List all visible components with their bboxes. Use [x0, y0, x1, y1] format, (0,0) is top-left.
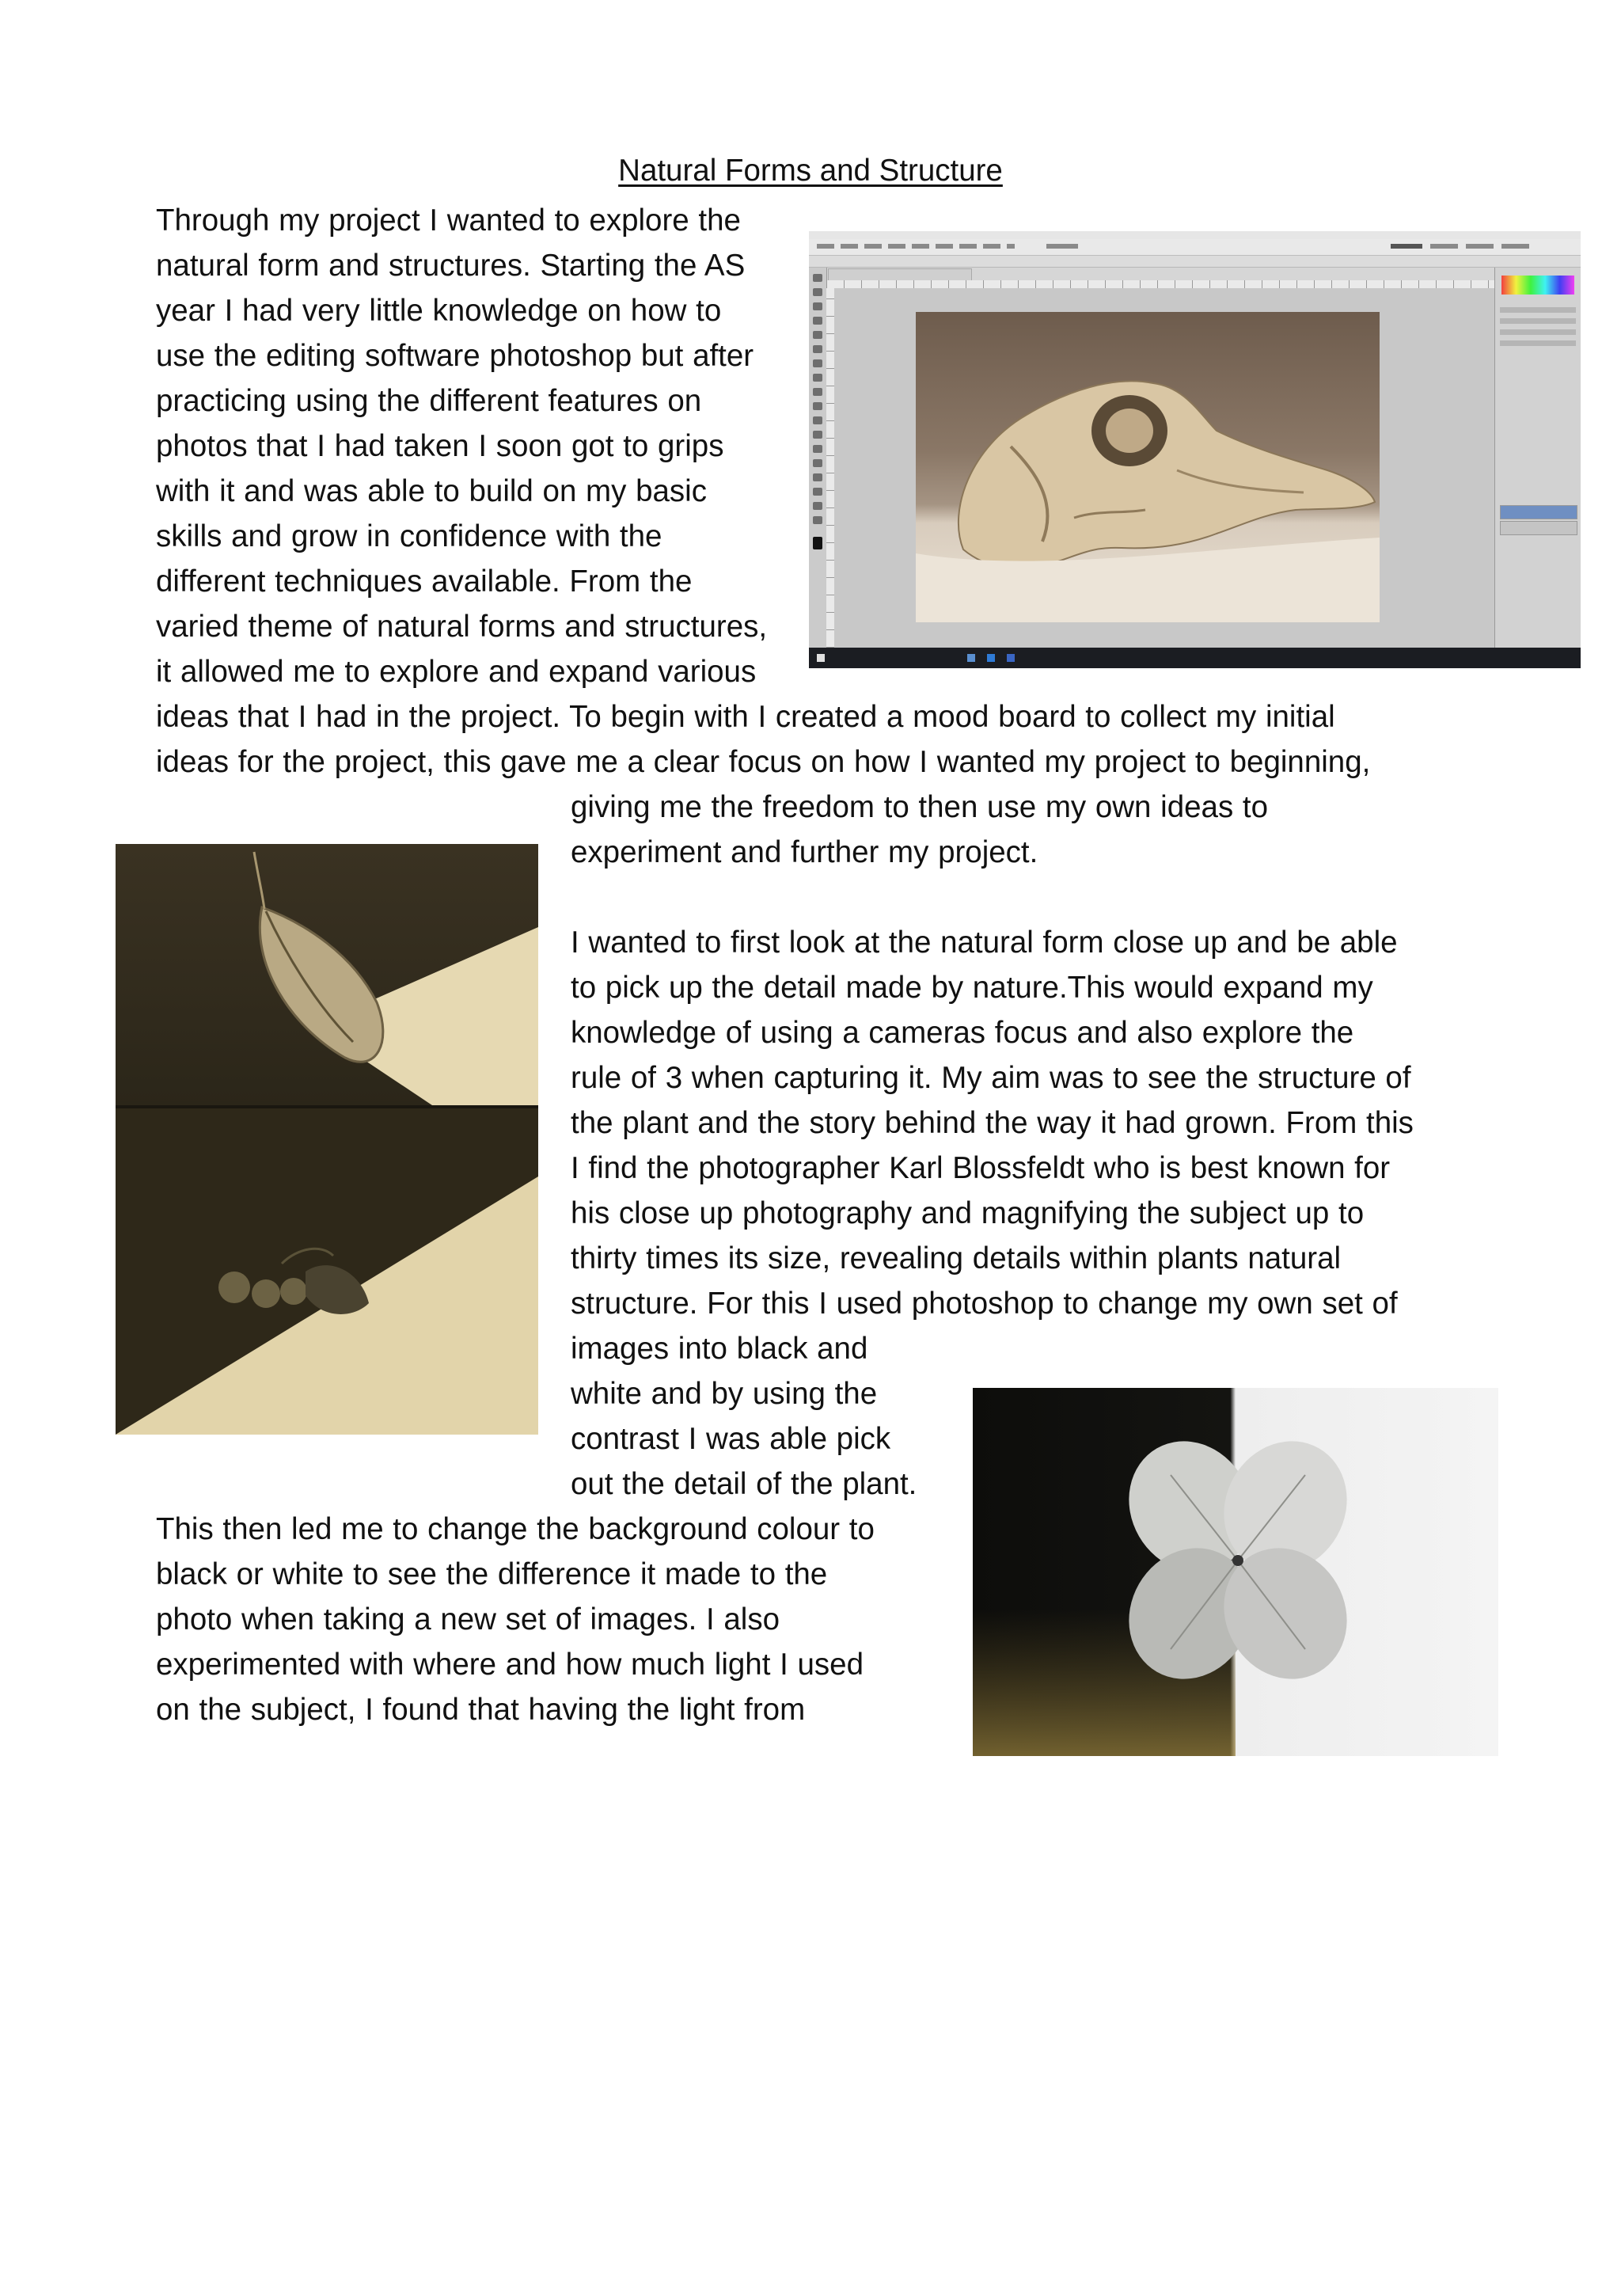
leaf-and-berries-photo [116, 844, 538, 1435]
body-line: photos that I had taken I soon got to grips [156, 429, 724, 463]
body-line: practicing using the different features on [156, 384, 702, 418]
body-line: varied theme of natural forms and structures, [156, 610, 768, 644]
menu-bar [809, 239, 1581, 256]
body-line: images into black and [571, 1332, 868, 1366]
body-line: skills and grow in confidence with the [156, 519, 662, 553]
body-line: the plant and the story behind the way it had grown. From this [571, 1106, 1414, 1140]
body-line: different techniques available. From the [156, 564, 693, 599]
photoshop-screenshot-image [809, 231, 1581, 668]
body-line: ideas that I had in the project. To begin with I created a mood board to collect my initial [156, 700, 1335, 734]
body-line: year I had very little knowledge on how to [156, 294, 722, 328]
body-line: photo when taking a new set of images. I also [156, 1602, 780, 1636]
skull-photo [916, 312, 1380, 622]
body-line: white and by using the [571, 1377, 878, 1411]
body-line: knowledge of using a cameras focus and also explore the [571, 1016, 1354, 1050]
body-line: contrast I was able pick [571, 1422, 891, 1456]
body-line: his close up photography and magnifying the subject up to [571, 1196, 1365, 1230]
layers-panel [1494, 268, 1581, 648]
body-line: This then led me to change the background colour to [156, 1512, 875, 1546]
body-line: black or white to see the difference it made to the [156, 1557, 828, 1591]
body-line: out the detail of the plant. [571, 1467, 917, 1501]
body-line: I find the photographer Karl Blossfeldt who is best known for [571, 1151, 1391, 1185]
body-line: experiment and further my project. [571, 835, 1038, 869]
body-line: natural form and structures. Starting the AS [156, 249, 746, 283]
body-line: rule of 3 when capturing it. My aim was to see the structure of [571, 1061, 1411, 1095]
body-line: with it and was able to build on my basic [156, 474, 707, 508]
body-line: structure. For this I used photoshop to change my own set of [571, 1287, 1398, 1321]
body-line: giving me the freedom to then use my own ideas to [571, 790, 1269, 824]
body-line: Through my project I wanted to explore the [156, 203, 741, 238]
body-line: to pick up the detail made by nature.This would expand my [571, 971, 1373, 1005]
body-line: on the subject, I found that having the light from [156, 1693, 806, 1727]
body-line: it allowed me to explore and expand various [156, 655, 757, 689]
flower-photo [973, 1388, 1498, 1756]
page-title: Natural Forms and Structure [618, 154, 1003, 188]
taskbar [809, 648, 1581, 668]
tools-panel [809, 268, 827, 648]
body-line: ideas for the project, this gave me a clear focus on how I wanted my project to beginning, [156, 745, 1371, 779]
body-line: thirty times its size, revealing details within plants natural [571, 1241, 1342, 1275]
body-line: experimented with where and how much light I used [156, 1648, 864, 1682]
body-line: use the editing software photoshop but after [156, 339, 754, 373]
body-line: I wanted to first look at the natural form close up and be able [571, 926, 1398, 960]
